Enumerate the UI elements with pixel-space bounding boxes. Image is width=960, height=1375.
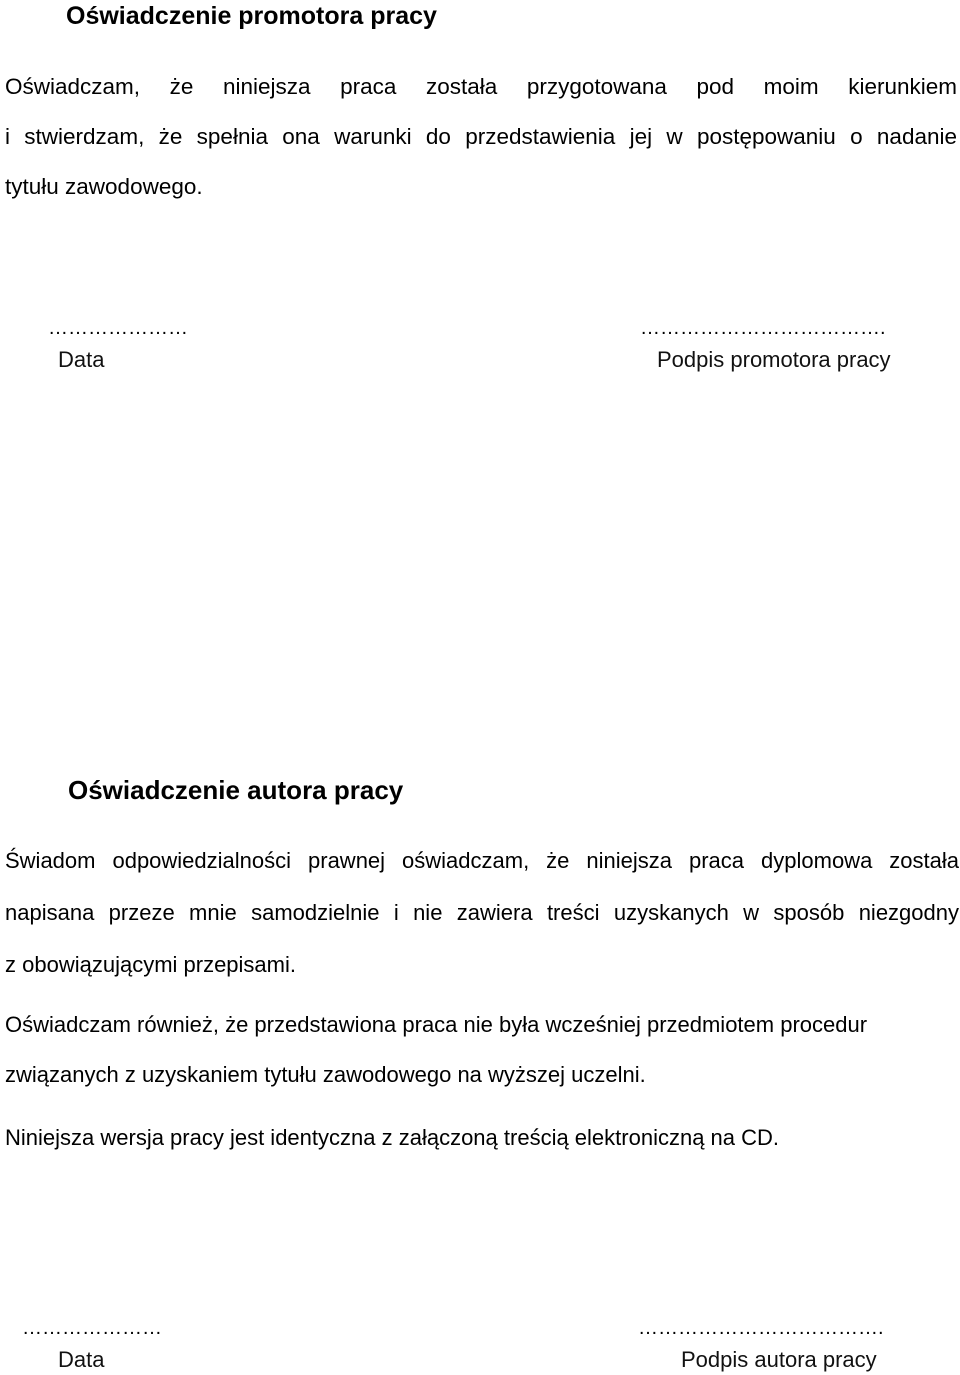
author-signature-label: Podpis autora pracy [681, 1347, 877, 1372]
author-statement-p1-line-2: napisana przeze mnie samodzielnie i nie zawiera treści uzyskanych w sposób niezgodny [5, 900, 959, 925]
promoter-statement-line-1: Oświadczam, że niniejsza praca została przygotowana pod moim kierunkiem [5, 74, 957, 99]
author-statement-p2-line-1: Oświadczam również, że przedstawiona praca nie była wcześniej przedmiotem procedur [5, 1012, 868, 1037]
promoter-statement-line-2: i stwierdzam, że spełnia ona warunki do przedstawienia jej w postępowaniu o nadanie [5, 124, 957, 149]
promoter-date-dots: ………………… [48, 317, 188, 339]
author-date-label: Data [58, 1347, 105, 1372]
author-statement-p1-line-3: z obowiązującymi przepisami. [5, 952, 296, 977]
promoter-statement-line-3: tytułu zawodowego. [5, 174, 203, 199]
promoter-date-label: Data [58, 347, 105, 372]
author-signature-dots: ………………………………. [638, 1317, 884, 1339]
promoter-signature-label: Podpis promotora pracy [657, 347, 891, 372]
author-date-dots: ………………… [22, 1317, 162, 1339]
author-statement-p2-line-2: związanych z uzyskaniem tytułu zawodowego na wyższej uczelni. [5, 1062, 646, 1087]
promoter-signature-dots: ………………………………. [640, 317, 886, 339]
author-statement-p1-line-1: Świadom odpowiedzialności prawnej oświadczam, że niniejsza praca dyplomowa została [5, 848, 959, 873]
promoter-statement-title: Oświadczenie promotora pracy [66, 2, 437, 30]
author-statement-paragraph-3: Niniejsza wersja pracy jest identyczna z załączoną treścią elektroniczną na CD. [5, 1125, 780, 1150]
author-statement-title: Oświadczenie autora pracy [68, 775, 404, 805]
